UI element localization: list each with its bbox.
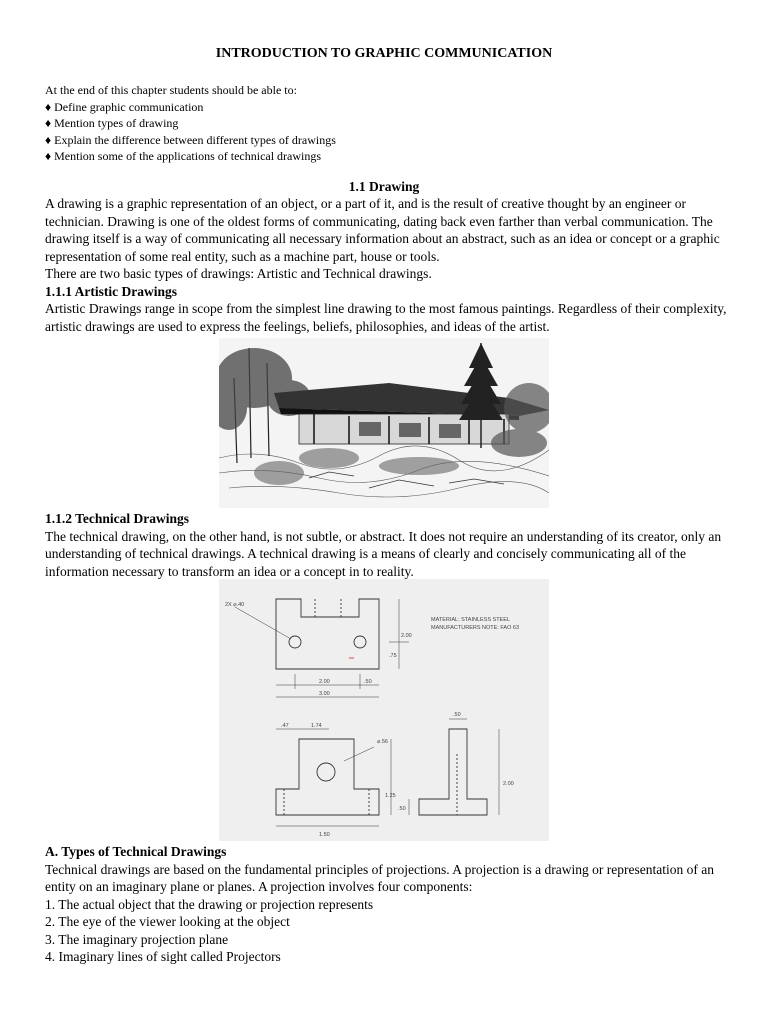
manufacturer-note: MANUFACTURERS NOTE: FAO 63: [431, 625, 520, 631]
material-note: MATERIAL: STAINLESS STEEL: [431, 617, 510, 623]
section-1-1-heading: 1.1 Drawing: [348, 179, 420, 194]
house-sketch-illustration: [219, 338, 549, 508]
section-a-heading: A. Types of Technical Drawings: [45, 844, 227, 859]
objectives-block: [45, 82, 725, 165]
technical-drawing-figure: [219, 579, 549, 841]
objectives-intro: At the end of this chapter students should be able to:: [45, 83, 297, 97]
section-1-1-1-paragraph: Artistic Drawings range in scope from the simplest line drawing to the most famous paintings. Regardless of their complexity, artistic drawings are used to express the feelings, beliefs, philosophies, and ideas of the artist.: [45, 301, 727, 334]
dim-edge: .50: [364, 679, 372, 685]
dim-hole-height: .75: [389, 653, 397, 659]
section-a-paragraph: Technical drawings are based on the fundamental principles of projections. A projection is a drawing or representation of an entity on an imaginary plane or planes. A projection involves four components:: [45, 861, 714, 894]
objective-item: ♦ Explain the difference between different types of drawings: [45, 132, 336, 147]
list-item: 4. Imaginary lines of sight called Projectors: [45, 949, 281, 964]
section-1-1-paragraph: A drawing is a graphic representation of an object, or a part of it, and is the result of creative thought by an engineer or technician. Drawing is one of the oldest forms of communicating, dating back even farther than verbal communication. The drawing itself is a way of communicating all necessary information about an abstract, such as an idea or concept or a graphic representation of some real entity, such as a machine part, house or tools.: [45, 196, 720, 264]
projection-components-list: [45, 896, 735, 966]
dim-left: .47: [281, 723, 289, 729]
section-1-1-2-block: [45, 510, 735, 580]
dim-side-base: .50: [398, 806, 406, 812]
dim-dia: ⌀.56: [377, 739, 388, 745]
dim-thickness: 1.25: [385, 793, 396, 799]
hole-callout: 2X ⌀.40: [225, 602, 245, 608]
list-item: 3. The imaginary projection plane: [45, 931, 229, 947]
objective-item: ♦ Mention types of drawing: [45, 116, 179, 130]
section-a-block: [45, 843, 735, 966]
orthographic-projection-drawing: [219, 579, 549, 841]
dim-center: 1.74: [311, 723, 322, 729]
artistic-drawing-figure: [219, 338, 549, 508]
list-item: 1. The actual object that the drawing or projection represents: [45, 896, 374, 912]
dim-side-top: .50: [453, 712, 461, 718]
objective-item: ♦ Define graphic communication: [45, 99, 204, 114]
section-1-1-types-line: There are two basic types of drawings: Artistic and Technical drawings.: [45, 266, 432, 281]
section-1-1-1-heading: 1.1.1 Artistic Drawings: [45, 283, 177, 299]
section-1-1-body: [45, 195, 735, 335]
objective-item: ♦ Mention some of the applications of technical drawings: [45, 149, 322, 163]
page-title: INTRODUCTION TO GRAPHIC COMMUNICATION: [215, 46, 553, 61]
dim-base: 1.50: [319, 832, 330, 838]
dim-hole-spacing: 2.00: [319, 679, 330, 685]
dim-side-height: 2.00: [503, 781, 514, 787]
section-1-1-2-paragraph: The technical drawing, on the other hand, is not subtle, or abstract. It does not require an understanding of its creator, only an understanding of technical drawings. A technical drawing is a means of clearly and concisely communicating all of the information necessary to transform an idea or a concept in to reality.: [45, 528, 722, 579]
list-item: 2. The eye of the viewer looking at the object: [45, 914, 290, 929]
section-1-1-2-heading: 1.1.2 Technical Drawings: [45, 511, 190, 526]
dim-height: 2.00: [401, 633, 412, 639]
dim-width: 3.00: [319, 691, 330, 697]
